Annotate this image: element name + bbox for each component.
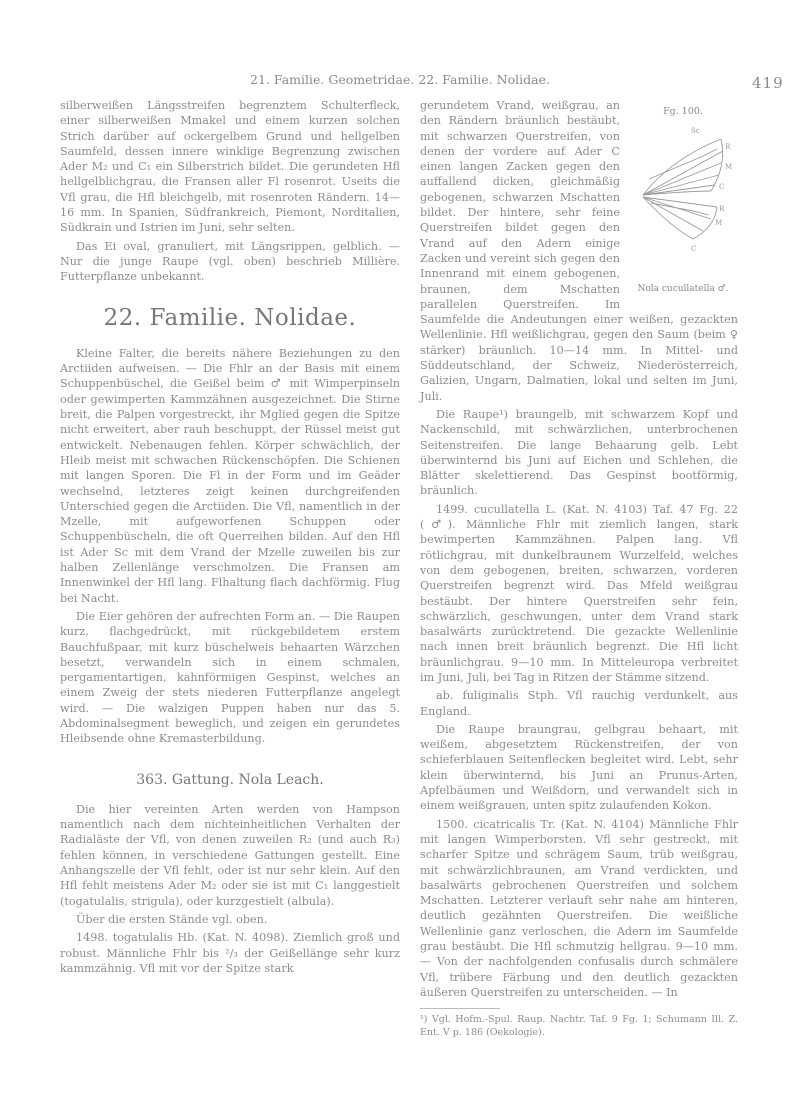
species-entry-cucullatella: 1499. cucullatella L. (Kat. N. 4103) Taf. 47 Fg. 22 (♂). Männliche Fhlr mit ziemlich langen, stark bewimperten Kammzähnen. Palpen lang. Vfl rötlichgrau, mit dunkelbraunem Wurzelfeld, welches von dem gebogenen, breiten, schwarzen, vorderen Querstreifen begrenzt wird. Das Mfeld weißgrau bestäubt. Der hintere Querstreifen sehr fein, schwärzlich, geschwungen, unter dem Vrand stark basalwärts zurücktretend. Die gezackte Wellenlinie nach innen breit bräunlich begrenzt. Die Hfl licht bräunlichgrau. 9—10 mm. In Mitteleuropa verbreitet im Juni, Juli, bei Tag in Ritzen der Stämme sitzend. [420,502,738,684]
svg-text:R: R [719,205,725,214]
paragraph-family-stages: Die Eier gehören der aufrechten Form an. — Die Raupen kurz, flachgedrückt, mit rückgebildetem erstem Bauchfußpaar, mit kurz büschelweis behaarten Wärzchen besetzt, verwandeln sich in einem schmalen, pergamentartigen, kahnförmigen Gespinst, welches an einem Zweig der stets niederen Futterpflanze angelegt wird. — Die walzigen Puppen haben nur das 5. Abdominalsegment beweglich, und zeigen ein gerundetes Hleibsende ohne Kremasterbildung. [60,609,400,746]
paragraph-raupe-2: Die Raupe braungrau, gelbgrau behaart, mit weißem, abgesetztem Rückenstreifen, der von schieferblauen Seitenflecken begleitet wird. Lebt, sehr klein überwinternd, bis Juni an Prunus-Arten, Apfelbäumen und Weißdorn, und verwandelt sich in einem weißgrauen, unten spitz zulaufenden Kokon. [420,722,738,813]
right-column [420,98,738,1039]
svg-text:C: C [691,245,697,254]
svg-text:Sc: Sc [691,127,700,136]
paragraph-family-description: Kleine Falter, die bereits nähere Beziehungen zu den Arctiiden aufweisen. — Die Fhlr an der Basis mit einem Schuppenbüschel, die Geißel beim ♂ mit Wimperpinseln oder gewimperten Kammzähnen ausgezeichnet. Die Stirne breit, die Palpen vorgestreckt, ihr Mglied gegen die Spitze nicht erweitert, aber rauh beschuppt, der Rüssel meist gut entwickelt. Nebenaugen fehlen. Körper schwächlich, der Hleib meist mit schwachen Rückenschöpfen. Die Schienen mit langen Sporen. Die Fl in der Form und im Geäder wechselnd, letzteres zeigt keinen durchgreifenden Unterschied gegen die Arctiiden. Die Vfl, namentlich in der Mzelle, mit aufgeworfenen Schuppen oder Schuppenbüscheln, die oft Querreihen bilden. Auf den Hfl ist Ader Sc mit dem Vrand der Mzelle zuweilen bis zur halben Zellenlänge verschmolzen. Die Fransen am Innenwinkel der Hfl lang. Flhaltung flach dachförmig. Flug bei Nacht. [60,346,400,605]
page-number: 419 [752,74,784,92]
footnote: ¹) Vgl. Hofm.-Spul. Raup. Nachtr. Taf. 9 Fg. 1; Schumann Ill. Z. Ent. V p. 186 (Oekologie). [420,1014,738,1039]
paragraph-continuation: gerundetem Vrand, weißgrau, an den Rändern bräunlich bestäubt, mit schwarzen Querstreifen, von denen der vordere auf Ader C einen langen Zacken gegen den auffallend dicken, gleichmäßig gebogenen, schwarzen Mschatten bildet. Der hintere, sehr feine Querstreifen bildet gegen den Vrand auf den Adern einige Zacken und vereint sich gegen den Innenrand mit einem gebogenen, braunen, dem Mschatten parallelen Querstreifen. Im Saumfelde die Andeutungen einer weißen, gezackten Wellenlinie. Hfl weißlichgrau, gegen den Saum (beim ♀ stärker) bräunlich. 10—14 mm. In Mittel- und Süddeutschland, der Schweiz, Niederösterreich, Galizien, Ungarn, Dalmatien, lokal und selten im Juni, Juli. [420,99,738,403]
family-heading [60,304,400,331]
figure-label: Fg. 100. [663,106,703,117]
running-header [0,72,800,92]
running-head: 21. Familie. Geometridae. 22. Familie. Nolidae. [250,72,550,87]
paragraph-raupe: Die Raupe¹) braungelb, mit schwarzem Kopf und Nackenschild, mit schwärzlichen, unterbrochenen Seitenstreifen. Die lange Behaarung gelb. Lebt überwinternd bis Juni auf Eichen und Schlehen, die Blätter skelettierend. Das Gespinst bootförmig, bräunlich. [420,407,738,498]
family-number: 22. Familie. [103,304,247,331]
footnote-divider [420,1008,500,1009]
paragraph-genus-stages: Über die ersten Stände vgl. oben. [76,912,268,926]
paragraph-intro: silberweißen Längsstreifen begrenztem Schulterfleck, einer silberweißen Mmakel und einem kurzen solchen Strich darüber auf ockergelbem Grund und hellgelben Saumfeld, dessen innere winklige Begrenzung zwischen Ader M₂ und C₁ ein Silberstrich bildet. Die gerundeten Hfl hellgelblichgrau, die Fransen aller Fl rosenrot. Useits die Vfl grau, die Hfl bleichgelb, mit rosenroten Rändern. 14—16 mm. In Spanien, Südfrankreich, Piemont, Norditalien, Südkrain und Istrien im Juni, sehr selten. [60,99,400,235]
aberration-fuliginalis: ab. fuliginalis Stph. Vfl rauchig verdunkelt, aus England. [420,689,738,718]
paragraph-ei: Das Ei oval, granuliert, mit Längsrippen, gelblich. — Nur die junge Raupe (vgl. oben) beschrieb Millière. Futterpflanze unbekannt. [60,239,400,284]
paragraph-genus-description: Die hier vereinten Arten werden von Hampson namentlich nach dem nichteinheitlichen Verhalten der Radialäste der Vfl, von denen zuweilen R₂ (und auch R₃) fehlen können, in verschiedene Gattungen gestellt. Eine Anhangszelle der Vfl fehlt, oder ist nur sehr klein. Auf den Hfl fehlt meistens Ader M₂ oder sie ist mit C₁ langgestielt (togatulalis, strigula), oder kurzgestielt (albula). [60,802,400,908]
left-column [60,98,400,976]
genus-heading: 363. Gattung. Nola Leach. [136,771,324,788]
svg-text:R: R [725,143,731,152]
svg-text:M: M [715,219,723,228]
figure-caption: Nola cucullatella ♂. [637,283,729,294]
figure-100 [628,98,738,297]
family-name: Nolidae. [254,304,357,331]
svg-text:C: C [719,183,725,192]
moth-wing-venation-icon [631,119,735,269]
svg-text:M: M [725,163,733,172]
species-entry-cicatricalis: 1500. cicatricalis Tr. (Kat. N. 4104) Männliche Fhlr mit langen Wimperborsten. Vfl sehr gestreckt, mit scharfer Spitze und schrägem Saum, trüb weißgrau, mit schwärzlichbraunen, am Vrand verdickten, und basalwärts gebrochenen Querstreifen und solchem Mschatten. Letzterer verlauft sehr nahe am hinteren, deutlich gezähnten Querstreifen. Die weißliche Wellenlinie ganz verloschen, die Adern im Saumfelde grau bestäubt. Die Hfl schmutzig hellgrau. 9—10 mm. — Von der nachfolgenden confusalis durch schmälere Vfl, trübere Färbung und den deutlich gezackten äußeren Querstreifen zu unterscheiden. — In [420,817,738,999]
species-entry-togatulalis: 1498. togatulalis Hb. (Kat. N. 4098). Ziemlich groß und robust. Männliche Fhlr bis ²/₃ der Geißellänge sehr kurz kammzähnig. Vfl mit vor der Spitze stark [60,931,400,975]
